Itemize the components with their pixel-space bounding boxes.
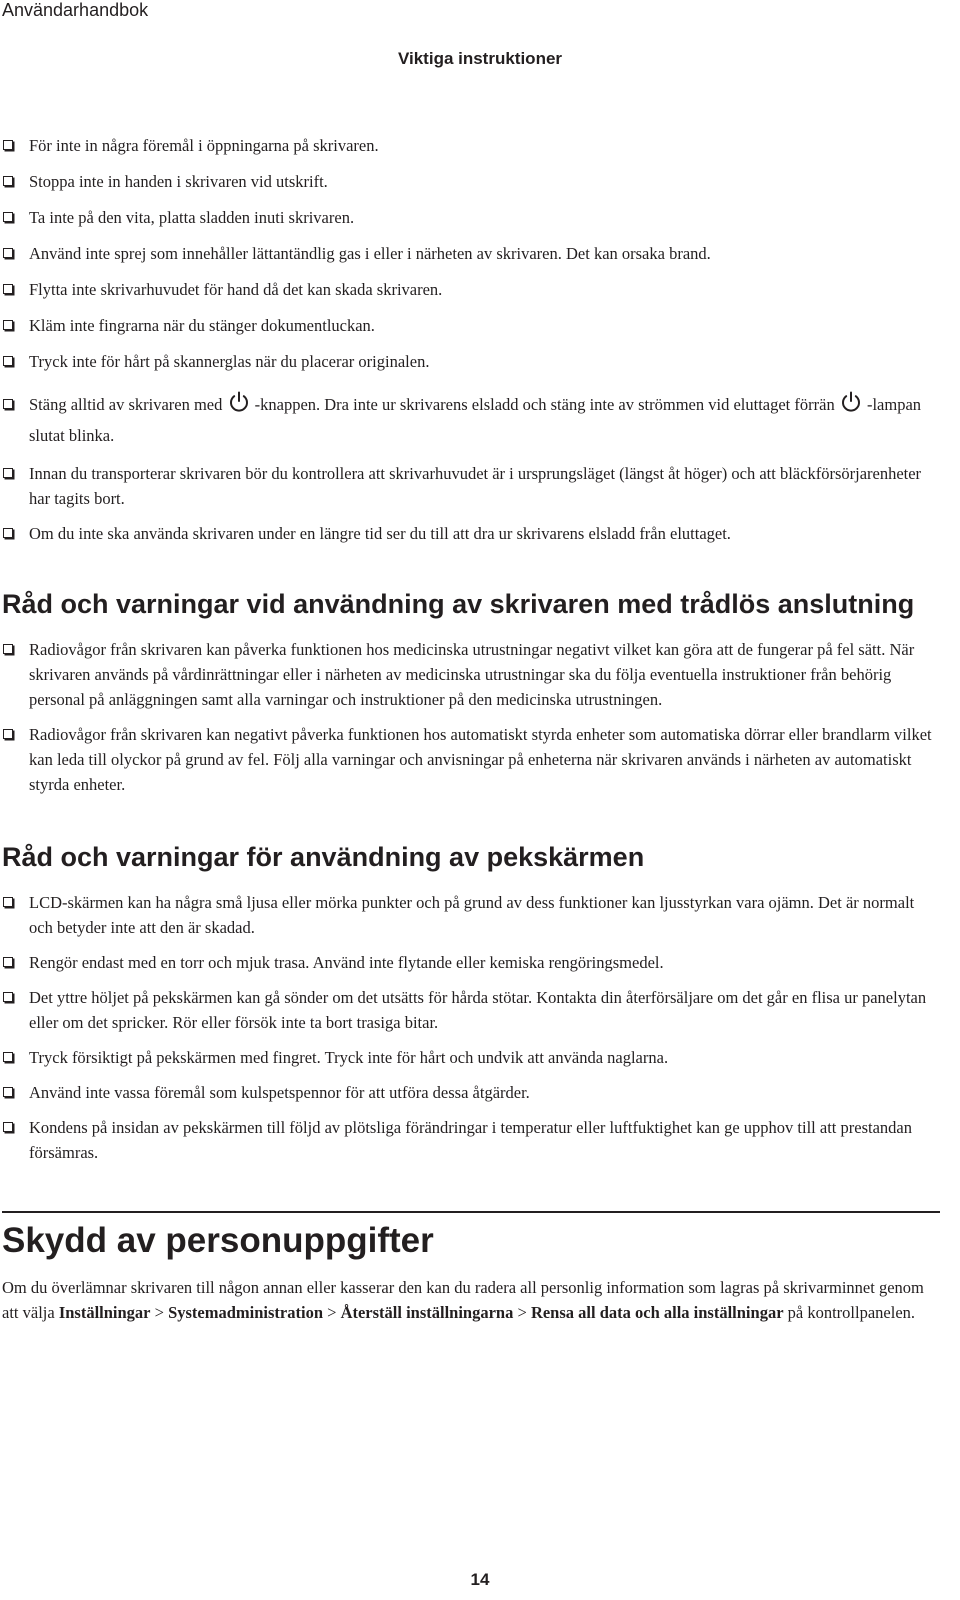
list-item-power: Stäng alltid av skrivaren med -knappen. Dra inte ur skrivarens elsladd och stäng inte av strömmen vid eluttaget förrän -lampan slutat blinka. (2, 389, 940, 451)
list-item: För inte in några föremål i öppningarna på skrivaren. (2, 133, 940, 158)
checkbox-bullet-icon (3, 1087, 13, 1097)
section-heading-wireless: Råd och varningar vid användning av skrivaren med trådlös anslutning (2, 589, 915, 619)
checkbox-bullet-icon (3, 897, 13, 907)
checkbox-bullet-icon (3, 644, 13, 654)
checkbox-bullet-icon (3, 729, 13, 739)
list-item: Kläm inte fingrarna när du stänger dokumentluckan. (2, 313, 940, 338)
list-item: Rengör endast med en torr och mjuk trasa. Använd inte flytande eller kemiska rengöringsmedel. (2, 950, 940, 975)
list-item: Innan du transporterar skrivaren bör du kontrollera att skrivarhuvudet är i ursprungsläget (längst åt höger) och att bläckförsörjarenheter har tagits bort. (2, 461, 940, 511)
power-icon (840, 391, 862, 413)
checkbox-bullet-icon (3, 957, 13, 967)
wireless-list (2, 637, 940, 797)
manual-title: Användarhandbok (2, 0, 149, 20)
section-heading-touchscreen: Råd och varningar för användning av pekskärmen (2, 842, 645, 872)
checkbox-bullet-icon (3, 992, 13, 1002)
page-content (2, 133, 940, 1325)
list-item: Använd inte vassa föremål som kulspetspennor för att utföra dessa åtgärder. (2, 1080, 940, 1105)
list-item: Kondens på insidan av pekskärmen till följd av plötsliga förändringar i temperatur eller luftfuktighet kan ge upphov till att prestandan försämras. (2, 1115, 940, 1165)
list-item: Tryck inte för hårt på skannerglas när du placerar originalen. (2, 349, 940, 374)
list-item: Ta inte på den vita, platta sladden inuti skrivaren. (2, 205, 940, 230)
checkbox-bullet-icon (3, 1052, 13, 1062)
list-item: Radiovågor från skrivaren kan negativt påverka funktionen hos automatiskt styrda enheter som automatiska dörrar eller brandlarm vilket kan leda till olyckor på grund av fel. Följ alla varningar och anvisningar på enheterna när skrivaren används i närheten av automatiskt styrda enheter. (2, 722, 940, 797)
menu-path-system-admin: Systemadministration (168, 1303, 323, 1322)
section-divider (2, 1211, 940, 1213)
checkbox-bullet-icon (3, 140, 13, 150)
touchscreen-list (2, 890, 940, 1165)
privacy-paragraph: Om du överlämnar skrivaren till någon annan eller kasserar den kan du radera all personlig information som lagras på skrivarminnet genom att välja Inställningar > Systemadministration > Återställ inställningarna > Rensa all data och alla inställningar på kontrollpanelen. (2, 1278, 924, 1322)
list-item: Radiovågor från skrivaren kan påverka funktionen hos medicinska utrustningar negativt vilket kan göra att de fungerar på fel sätt. När skrivaren används på vårdinrättningar eller i närheten av medicinska utrustningar ska du följa eventuella instruktioner från behörig personal på anläggningen samt alla varningar och instruktioner på den medicinska utrustningen. (2, 637, 940, 712)
menu-path-restore-settings: Återställ inställningarna (340, 1303, 514, 1322)
checkbox-bullet-icon (3, 320, 13, 330)
power-icon (228, 391, 250, 413)
checkbox-bullet-icon (3, 399, 13, 409)
section-title: Viktiga instruktioner (397, 49, 563, 68)
checkbox-bullet-icon (3, 176, 13, 186)
checkbox-bullet-icon (3, 356, 13, 366)
list-item: Stoppa inte in handen i skrivaren vid utskrift. (2, 169, 940, 194)
checkbox-bullet-icon (3, 1122, 13, 1132)
checkbox-bullet-icon (3, 248, 13, 258)
list-item: Om du inte ska använda skrivaren under en längre tid ser du till att dra ur skrivarens elsladd från eluttaget. (2, 521, 940, 546)
page-number: 14 (470, 1570, 490, 1589)
checkbox-bullet-icon (3, 212, 13, 222)
checkbox-bullet-icon (3, 528, 13, 538)
checkbox-bullet-icon (3, 468, 13, 478)
list-item: Tryck försiktigt på pekskärmen med fingret. Tryck inte för hårt och undvik att använda naglarna. (2, 1045, 940, 1070)
menu-path-clear-all: Rensa all data och alla inställningar (530, 1303, 784, 1322)
section-heading-privacy: Skydd av personuppgifter (2, 1221, 434, 1260)
list-item: Flytta inte skrivarhuvudet för hand då det kan skada skrivaren. (2, 277, 940, 302)
safety-list (2, 133, 940, 546)
list-item: Använd inte sprej som innehåller lättantändlig gas i eller i närheten av skrivaren. Det kan orsaka brand. (2, 241, 940, 266)
list-item: LCD-skärmen kan ha några små ljusa eller mörka punkter och på grund av dess funktioner kan ljusstyrkan vara ojämn. Det är normalt och betyder inte att den är skadad. (2, 890, 940, 940)
list-item: Det yttre höljet på pekskärmen kan gå sönder om det utsätts för hårda stötar. Kontakta din återförsäljare om det går en flisa ur panelytan eller om det spricker. Rör eller försök inte ta bort trasiga bitar. (2, 985, 940, 1035)
checkbox-bullet-icon (3, 284, 13, 294)
menu-path-settings: Inställningar (58, 1303, 151, 1322)
